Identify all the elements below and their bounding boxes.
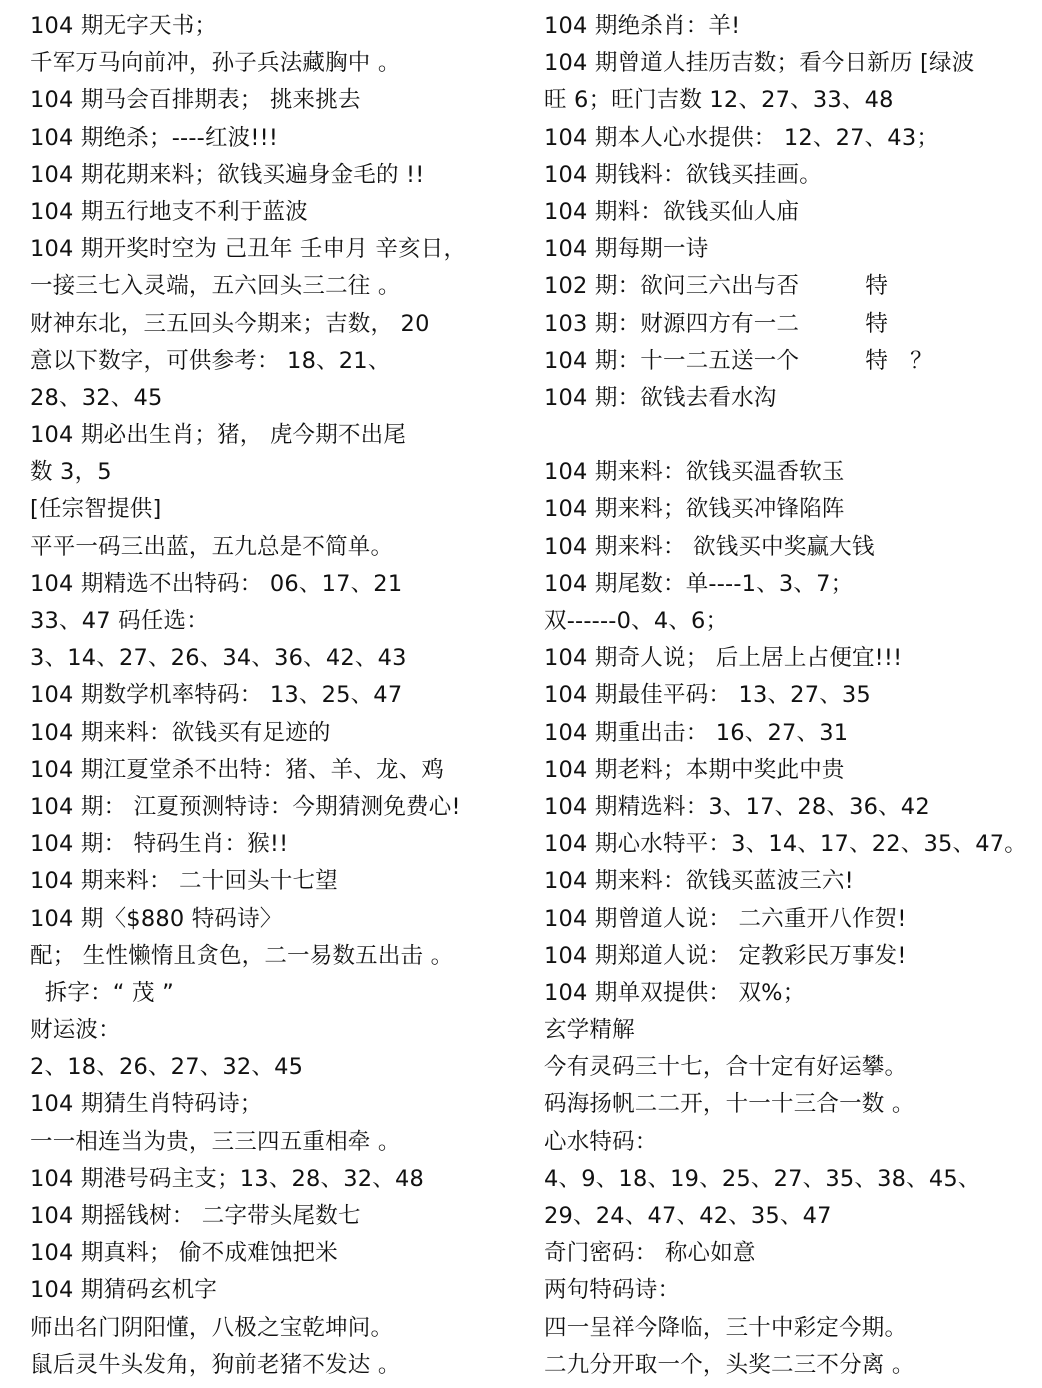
left-column-line: 104 期精选不出特码： 06、17、21: [30, 570, 403, 597]
right-column-line: 心水特码：: [544, 1128, 658, 1155]
right-column-line: 104 期：欲钱去看水沟: [544, 384, 777, 411]
left-column-line: 数 3，5: [30, 459, 112, 486]
left-column-line: 平平一码三出蓝，五九总是不简单。: [30, 533, 394, 560]
left-column-line: 104 期数学机率特码： 13、25、47: [30, 682, 403, 709]
left-column-line: 一一相连当为贵，三三四五重相牵 。: [30, 1128, 401, 1155]
left-column-line: 104 期真料； 偷不成难蚀把米: [30, 1240, 338, 1267]
left-column-line: 104 期〈$880 特码诗〉: [30, 905, 283, 932]
right-column-line: 104 期每期一诗: [544, 236, 709, 263]
right-column-line: 104 期钱料：欲钱买挂画。: [544, 161, 822, 188]
right-column-line: 104 期绝杀肖：羊!: [544, 13, 741, 39]
right-column-line: 104 期来料： 欲钱买中奖赢大钱: [544, 533, 875, 560]
left-column-line: 104 期来料： 二十回头十七望: [30, 868, 338, 895]
right-column-line: 码海扬帆二二开，十一十三合一数 。: [544, 1091, 915, 1118]
left-column-line: 104 期： 特码生肖：猴!!: [30, 831, 289, 858]
right-column-line: 104 期老料；本期中奖此中贵: [544, 756, 845, 783]
left-column-line: 104 期开奖时空为 己丑年 壬申月 辛亥日，: [30, 236, 467, 263]
right-column-line: 104 期最佳平码： 13、27、35: [544, 682, 871, 709]
right-column-line: 104 期曾道人挂历吉数；看今日新历 [绿波: [544, 50, 975, 77]
right-column-line: 104 期曾道人说： 二六重开八作贺!: [544, 905, 907, 932]
right-column-line: 104 期尾数：单----1、3、7；: [544, 570, 854, 597]
left-column-line: 104 期五行地支不利于蓝波: [30, 198, 308, 225]
right-column-line: [544, 417, 1034, 454]
right-column-line: 104 期心水特平：3、14、17、22、35、47。: [544, 831, 1027, 858]
right-column-line: 104 期：十一二五送一个 特 ？: [544, 347, 933, 374]
right-column-line: 旺 6；旺门吉数 12、27、33、48: [544, 87, 894, 114]
left-column-line: [任宗智提供]: [30, 496, 162, 523]
right-column-line: 奇门密码： 称心如意: [544, 1240, 756, 1267]
left-column-line: 鼠后灵牛头发角，狗前老猪不发达 。: [30, 1351, 401, 1378]
right-column-line: 4、9、18、19、25、27、35、38、45、: [544, 1165, 981, 1192]
left-column-line: 104 期摇钱树： 二字带头尾数七: [30, 1203, 361, 1229]
left-column-line: 104 期江夏堂杀不出特：猪、羊、龙、鸡: [30, 756, 445, 783]
right-column-line: 两句特码诗：: [544, 1277, 681, 1304]
left-column-line: 一接三七入灵端，五六回头三二往 。: [30, 273, 401, 300]
left-column-line: 104 期必出生肖；猪， 虎今期不出尾: [30, 422, 407, 449]
right-column-line: 104 期郑道人说： 定教彩民万事发!: [544, 942, 907, 969]
right-column-line: 104 期精选料：3、17、28、36、42: [544, 793, 930, 820]
right-column-line: 今有灵码三十七，合十定有好运攀。: [544, 1054, 908, 1081]
left-column-line: 财神东北，三五回头今期来；吉数， 20: [30, 310, 430, 337]
left-text-column: [30, 8, 530, 1384]
right-column-line: 104 期单双提供： 双%；: [544, 979, 806, 1006]
left-column-line: 104 期猜生肖特码诗；: [30, 1091, 263, 1118]
left-column-line: 104 期港号码主支；13、28、32、48: [30, 1165, 425, 1192]
right-column-line: 二九分开取一个，头奖二三不分离 。: [544, 1351, 915, 1378]
left-column-line: 104 期花期来料；欲钱买遍身金毛的 !!: [30, 161, 425, 188]
left-column-line: 33、47 码任选：: [30, 608, 209, 634]
left-column-line: 3、14、27、26、34、36、42、43: [30, 645, 407, 672]
right-column-line: 103 期：财源四方有一二 特: [544, 310, 889, 337]
right-column-line: 双------0、4、6；: [544, 608, 729, 634]
left-column-line: 104 期绝杀；----红波!!!: [30, 124, 279, 151]
left-column-line: 意以下数字，可供参考： 18、21、: [30, 347, 391, 374]
right-column-line: 四一呈祥今降临，三十中彩定今期。: [544, 1314, 908, 1341]
left-column-line: 28、32、45: [30, 384, 163, 411]
right-column-line: 104 期来料；欲钱买冲锋陷阵: [544, 496, 845, 523]
right-column-line: 102 期：欲问三六出与否 特: [544, 273, 889, 300]
left-column-line: 拆字：“ 茂 ”: [30, 979, 174, 1006]
right-column-line: 104 期奇人说； 后上居上占便宜!!!: [544, 645, 903, 672]
left-column-line: 104 期来料：欲钱买有足迹的: [30, 719, 331, 746]
right-column-line: 104 期本人心水提供： 12、27、43；: [544, 124, 940, 151]
right-column-line: 104 期重出击： 16、27、31: [544, 719, 849, 746]
left-column-line: 104 期猜码玄机字: [30, 1277, 218, 1304]
left-column-line: 104 期无字天书；: [30, 13, 218, 39]
left-column-line: 配； 生性懒惰且贪色，二一易数五出击 。: [30, 942, 454, 969]
left-column-line: 104 期： 江夏预测特诗：今期猜测免费心!: [30, 793, 461, 820]
right-column-line: 104 期料：欲钱买仙人庙: [544, 198, 800, 225]
left-column-line: 财运波：: [30, 1017, 121, 1044]
right-column-line: 104 期来料：欲钱买蓝波三六!: [544, 868, 854, 895]
left-column-line: 104 期马会百排期表； 挑来挑去: [30, 87, 361, 114]
right-text-column: [544, 8, 1034, 1384]
left-column-line: 师出名门阴阳懂，八极之宝乾坤问。: [30, 1314, 394, 1341]
right-column-line: 玄学精解: [544, 1017, 635, 1044]
right-column-line: 29、24、47、42、35、47: [544, 1203, 832, 1229]
right-column-line: 104 期来料：欲钱买温香软玉: [544, 459, 845, 486]
left-column-line: 2、18、26、27、32、45: [30, 1054, 304, 1081]
left-column-line: 千军万马向前冲，孙子兵法藏胸中 。: [30, 50, 401, 77]
